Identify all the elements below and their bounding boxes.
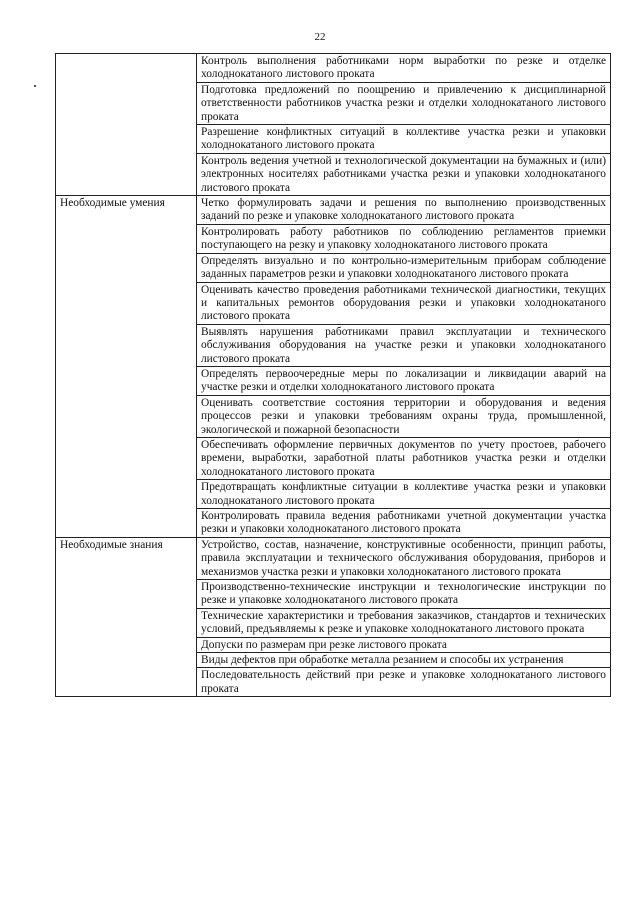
list-item: Устройство, состав, назначение, конструктивные особенности, принцип работы, правила эксплуатации и технического обслуживания оборудования, приборов и механизмов участка резки и упаковки холоднокатаного листового проката: [197, 537, 611, 579]
table-row: [56, 537, 611, 579]
list-item: Виды дефектов при обработке металла резанием и способы их устранения: [197, 653, 611, 668]
list-item: Технические характеристики и требования заказчиков, стандартов и технических условий, предъявляемы к резке и упаковке холоднокатаного листового проката: [197, 608, 611, 637]
list-item: Контролировать работу работников по соблюдению регламентов приемки поступающего на резку и упаковку холоднокатаного листового проката: [197, 224, 611, 253]
list-item: Допуски по размерам при резке листового проката: [197, 637, 611, 652]
table-row: [56, 54, 611, 83]
list-item: Обеспечивать оформление первичных документов по учету простоев, рабочего времени, выработки, заработной платы работников участка резки и отделки холоднокатаного листового проката: [197, 437, 611, 479]
list-item: Производственно-технические инструкции и технологические инструкции по резке и упаковке холоднокатаного листового проката: [197, 580, 611, 609]
list-item: Предотвращать конфликтные ситуации в коллективе участка резки и упаковки холоднокатаного листового проката: [197, 480, 611, 509]
list-item: Контролировать правила ведения работниками учетной документации участка резки и упаковки холоднокатаного листового проката: [197, 509, 611, 538]
section-label-knowledge: Необходимые знания: [56, 537, 197, 696]
list-item: Определять визуально и по контрольно-измерительным приборам соблюдение заданных параметров резки и упаковки холоднокатаного листового проката: [197, 253, 611, 282]
list-item: Контроль ведения учетной и технологической документации на бумажных и (или) электронных носителях работниками участка резки и упаковки холоднокатаного листового проката: [197, 153, 611, 195]
list-item: Контроль выполнения работниками норм выработки по резке и отделке холоднокатаного листового проката: [197, 54, 611, 83]
competency-table: [55, 53, 611, 697]
section-label-skills: Необходимые умения: [56, 196, 197, 538]
list-item: Четко формулировать задачи и решения по выполнению производственных заданий по резке и упаковке холоднокатаного листового проката: [197, 196, 611, 225]
list-item: Выявлять нарушения работниками правил эксплуатации и технического обслуживания оборудования на участке резки и упаковки холоднокатаного листового проката: [197, 324, 611, 366]
list-item: Оценивать качество проведения работниками технической диагностики, текущих и капитальных ремонтов оборудования резки и упаковки холоднокатаного листового проката: [197, 282, 611, 324]
list-item: Подготовка предложений по поощрению и привлечению к дисциплинарной ответственности работников участка резки и отделки холоднокатаного листового проката: [197, 82, 611, 124]
list-item: Последовательность действий при резке и упаковке холоднокатаного листового проката: [197, 668, 611, 697]
list-item: Оценивать соответствие состояния территории и оборудования и ведения процессов резки и упаковки требованиям охраны труда, промышленной, экологической и пожарной безопасности: [197, 395, 611, 437]
list-item: Определять первоочередные меры по локализации и ликвидации аварий на участке резки и отделки холоднокатаного листового проката: [197, 366, 611, 395]
scan-speck: [34, 85, 36, 87]
section-label-continuation: [56, 54, 197, 196]
page-number: 22: [314, 31, 326, 43]
list-item: Разрешение конфликтных ситуаций в коллективе участка резки и упаковки холоднокатаного листового проката: [197, 125, 611, 154]
table-row: [56, 196, 611, 225]
